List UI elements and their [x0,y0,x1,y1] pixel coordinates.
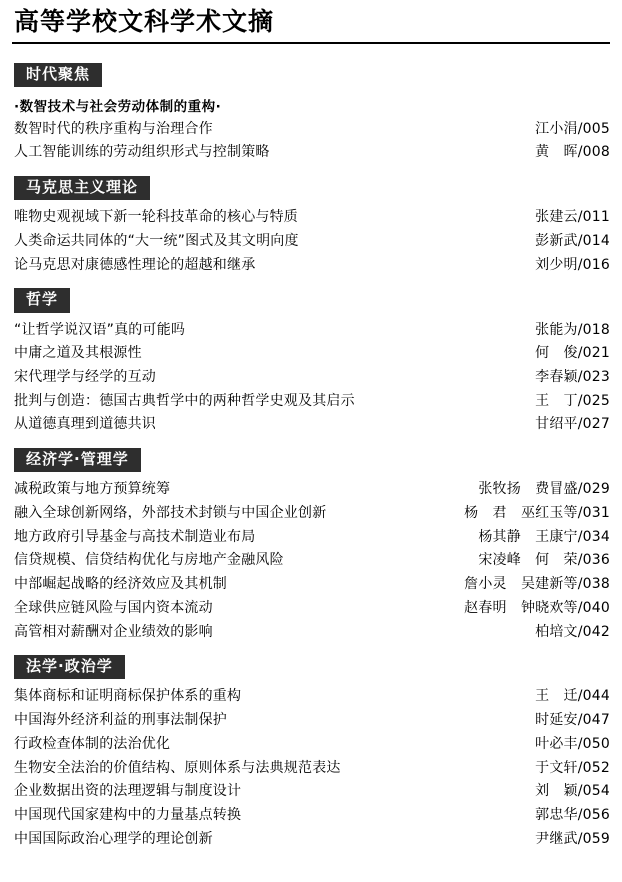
section-heading: 哲学 [14,288,70,312]
entry-title: 集体商标和证明商标保护体系的重构 [14,688,242,705]
contents-entry[interactable] [14,319,610,343]
section [12,167,610,277]
contents-entry[interactable] [14,366,610,390]
contents-entry[interactable] [14,342,610,366]
contents-entry[interactable] [14,390,610,414]
section-heading: 时代聚焦 [14,63,102,87]
entry-authors-and-page: 叶必丰/050 [535,735,610,752]
entry-title: 中部崛起战略的经济效应及其机制 [14,576,227,593]
contents-entry[interactable] [14,141,610,165]
contents-entry[interactable] [14,733,610,757]
entry-authors-and-page: 张建云/011 [535,209,610,226]
contents-entry[interactable] [14,549,610,573]
contents-entry[interactable] [14,757,610,781]
entry-title: 企业数据出资的法理逻辑与制度设计 [14,783,242,800]
contents-entry[interactable] [14,780,610,804]
contents-entry[interactable] [14,230,610,254]
contents-entry[interactable] [14,478,610,502]
entry-title: 融入全球创新网络，外部技术封锁与中国企业创新 [14,505,327,522]
contents-entry[interactable] [14,597,610,621]
entry-title: 宋代理学与经学的互动 [14,369,156,386]
page-title: 高等学校文科学术文摘 [14,7,275,36]
entry-title: 高管相对薪酬对企业绩效的影响 [14,623,213,640]
contents-entry[interactable] [14,254,610,278]
entry-authors-and-page: 于文轩/052 [535,759,610,776]
entry-title: 批判与创造：德国古典哲学中的两种哲学史观及其启示 [14,392,355,409]
entry-authors-and-page: 尹继武/059 [535,830,610,847]
contents-entry[interactable] [14,685,610,709]
entry-authors-and-page: 张牧扬 费冒盛/029 [478,481,610,498]
contents-entry[interactable] [14,413,610,437]
section-heading: 马克思主义理论 [14,176,150,200]
section-subheading: ·数智技术与社会劳动体制的重构· [14,98,222,115]
entry-authors-and-page: 甘绍平/027 [535,416,610,433]
entry-title: 中国国际政治心理学的理论创新 [14,830,213,847]
contents-entry[interactable] [14,709,610,733]
entry-title: 从道德真理到道德共识 [14,416,156,433]
entry-authors-and-page: 宋凌峰 何 荣/036 [478,552,610,569]
section-heading: 法学·政治学 [14,655,125,679]
entry-title: 人工智能训练的劳动组织形式与控制策略 [14,144,270,161]
entry-authors-and-page: 时延安/047 [535,712,610,729]
contents-entry[interactable] [14,502,610,526]
contents-entry[interactable] [14,118,610,142]
entry-title: 信贷规模、信贷结构优化与房地产金融风险 [14,552,284,569]
entry-authors-and-page: 黄 晖/008 [535,144,610,161]
section [12,646,610,851]
sections-container [12,54,610,852]
contents-entry[interactable] [14,573,610,597]
entry-authors-and-page: 李春颖/023 [535,369,610,386]
section [12,439,610,644]
entry-title: 数智时代的秩序重构与治理合作 [14,120,213,137]
entry-authors-and-page: 詹小灵 吴建新等/038 [464,576,610,593]
entry-authors-and-page: 彭新武/014 [535,233,610,250]
contents-entry[interactable] [14,804,610,828]
section [12,279,610,437]
entry-authors-and-page: 杨其静 王康宁/034 [478,528,610,545]
entry-title: 中国海外经济利益的刑事法制保护 [14,712,227,729]
entry-authors-and-page: 刘少明/016 [535,256,610,273]
section [12,54,610,166]
entry-authors-and-page: 何 俊/021 [535,345,610,362]
entry-authors-and-page: 赵春明 钟晓欢等/040 [464,599,610,616]
entry-authors-and-page: 张能为/018 [535,321,610,338]
entry-authors-and-page: 江小涓/005 [535,120,610,137]
entry-title: 减税政策与地方预算统筹 [14,481,171,498]
entry-title: 中国现代国家建构中的力量基点转换 [14,806,242,823]
entry-title: 唯物史观视域下新一轮科技革命的核心与特质 [14,209,298,226]
entry-title: 全球供应链风险与国内资本流动 [14,599,213,616]
entry-title: 中庸之道及其根源性 [14,345,142,362]
entry-title: 行政检查体制的法治优化 [14,735,171,752]
contents-entry[interactable] [14,621,610,645]
contents-entry[interactable] [14,206,610,230]
entry-authors-and-page: 王 丁/025 [535,392,610,409]
entry-authors-and-page: 王 迁/044 [535,688,610,705]
entry-authors-and-page: 柏培文/042 [535,623,610,640]
entry-title: 人类命运共同体的“大一统”图式及其文明向度 [14,233,299,250]
entry-title: 生物安全法治的价值结构、原则体系与法典规范表达 [14,759,341,776]
entry-title: 论马克思对康德感性理论的超越和继承 [14,256,256,273]
masthead-divider [12,42,610,44]
entry-authors-and-page: 郭忠华/056 [535,806,610,823]
entry-authors-and-page: 杨 君 巫红玉等/031 [464,505,610,522]
contents-entry[interactable] [14,828,610,852]
entry-authors-and-page: 刘 颖/054 [535,783,610,800]
contents-entry[interactable] [14,526,610,550]
entry-title: 地方政府引导基金与高技术制造业布局 [14,528,256,545]
entry-title: “让哲学说汉语”真的可能吗 [14,321,186,338]
section-heading: 经济学·管理学 [14,448,141,472]
